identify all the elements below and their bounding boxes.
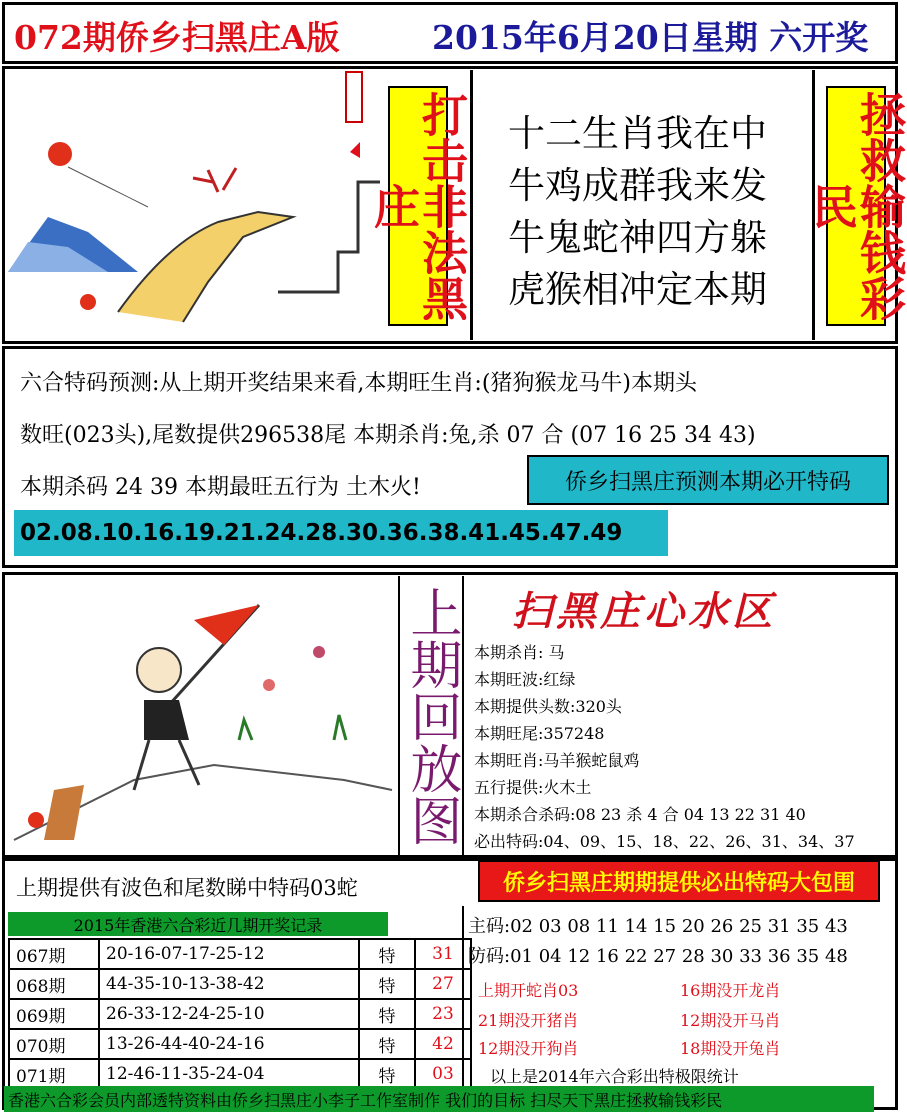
special-cell: 31 xyxy=(415,939,471,969)
special-cell: 23 xyxy=(415,999,471,1029)
records-title: 2015年香港六合彩近几期开奖记录 xyxy=(8,912,388,936)
last-period-note: 上期提供有波色和尾数睇中特码03蛇 xyxy=(16,876,358,900)
poem-line-1: 十二生肖我在中 xyxy=(508,112,767,155)
poem-line-2: 牛鸡成群我来发 xyxy=(508,164,767,207)
period-cell: 071期 xyxy=(9,1059,99,1089)
period-cell: 070期 xyxy=(9,1029,99,1059)
issue-title: 072期侨乡扫黑庄A版 xyxy=(14,18,340,57)
stat-item: 12期没开马肖 xyxy=(680,1011,781,1030)
stat-item: 16期没开龙肖 xyxy=(680,981,781,1000)
last-period-review-title: 上期回放图 xyxy=(398,576,464,856)
te-cell: 特 xyxy=(359,969,415,999)
stat-item: 21期没开猪肖 xyxy=(478,1011,579,1030)
main-codes: 主码:02 03 08 11 14 15 20 26 25 31 35 43 xyxy=(468,916,848,937)
info-line-7: 本期杀合杀码:08 23 杀 4 合 04 13 22 31 40 xyxy=(474,805,806,824)
stat-item: 上期开蛇肖03 xyxy=(478,981,579,1000)
numbers-cell: 12-46-11-35-24-04 xyxy=(99,1059,359,1089)
left-banner: 打击非法黑庄 xyxy=(388,86,448,326)
period-cell: 068期 xyxy=(9,969,99,999)
table-row xyxy=(9,1059,471,1089)
right-banner: 拯救输钱彩民 xyxy=(826,86,886,326)
flag-man-illustration xyxy=(14,590,392,850)
special-cell: 27 xyxy=(415,969,471,999)
defense-codes: 防码:01 04 12 16 22 27 28 30 33 36 35 48 xyxy=(468,946,848,967)
deer-illustration xyxy=(8,72,380,338)
numbers-cell: 20-16-07-17-25-12 xyxy=(99,939,359,969)
stat-note: 以上是2014年六合彩出特极限统计 xyxy=(490,1067,739,1086)
period-cell: 067期 xyxy=(9,939,99,969)
tips-heading: 扫黑庄心水区 xyxy=(512,588,776,635)
table-row xyxy=(9,999,471,1029)
surround-codes-banner: 侨乡扫黑庄期期提供必出特码大包围 xyxy=(478,860,880,902)
numbers-cell: 13-26-44-40-24-16 xyxy=(99,1029,359,1059)
draw-date: 2015年6月20日星期 六开奖 xyxy=(432,18,869,57)
table-row xyxy=(9,1029,471,1059)
info-line-5: 本期旺肖:马羊猴蛇鼠鸡 xyxy=(474,751,640,770)
prediction-line-3: 本期杀码 24 39 本期最旺五行为 土木火! xyxy=(20,475,421,500)
poem-line-4: 虎猴相冲定本期 xyxy=(508,268,767,311)
te-cell: 特 xyxy=(359,1059,415,1089)
special-cell: 42 xyxy=(415,1029,471,1059)
footer-banner: 香港六合彩会员内部透特资料由侨乡扫黑庄小李子工作室制作 我们的目标 扫尽天下黑庄拯救输钱彩民 xyxy=(4,1086,874,1112)
special-numbers: 02.08.10.16.19.21.24.28.30.36.38.41.45.47.49 xyxy=(14,510,668,556)
stat-item: 12期没开狗肖 xyxy=(478,1039,579,1058)
poem-line-3: 牛鬼蛇神四方躲 xyxy=(508,216,767,259)
numbers-cell: 44-35-10-13-38-42 xyxy=(99,969,359,999)
info-line-2: 本期旺波:红绿 xyxy=(474,670,576,689)
draw-records-table xyxy=(8,938,472,1090)
info-line-1: 本期杀肖: 马 xyxy=(474,643,565,662)
table-row xyxy=(9,969,471,999)
period-cell: 069期 xyxy=(9,999,99,1029)
special-code-label: 侨乡扫黑庄预测本期必开特码 xyxy=(527,455,889,505)
table-row xyxy=(9,939,471,969)
stat-item: 18期没开兔肖 xyxy=(680,1039,781,1058)
te-cell: 特 xyxy=(359,939,415,969)
info-line-4: 本期旺尾:357248 xyxy=(474,724,605,743)
te-cell: 特 xyxy=(359,1029,415,1059)
numbers-cell: 26-33-12-24-25-10 xyxy=(99,999,359,1029)
info-line-3: 本期提供头数:320头 xyxy=(474,697,622,716)
te-cell: 特 xyxy=(359,999,415,1029)
prediction-line-1: 六合特码预测:从上期开奖结果来看,本期旺生肖:(猪狗猴龙马牛)本期头 xyxy=(20,371,697,396)
info-line-6: 五行提供:火木土 xyxy=(474,778,592,797)
prediction-line-2: 数旺(023头),尾数提供296538尾 本期杀肖:兔,杀 07 合 (07 16 25 34 43) xyxy=(20,423,756,448)
special-cell: 03 xyxy=(415,1059,471,1089)
info-line-8: 必出特码:04、09、15、18、22、26、31、34、37 xyxy=(474,832,855,851)
